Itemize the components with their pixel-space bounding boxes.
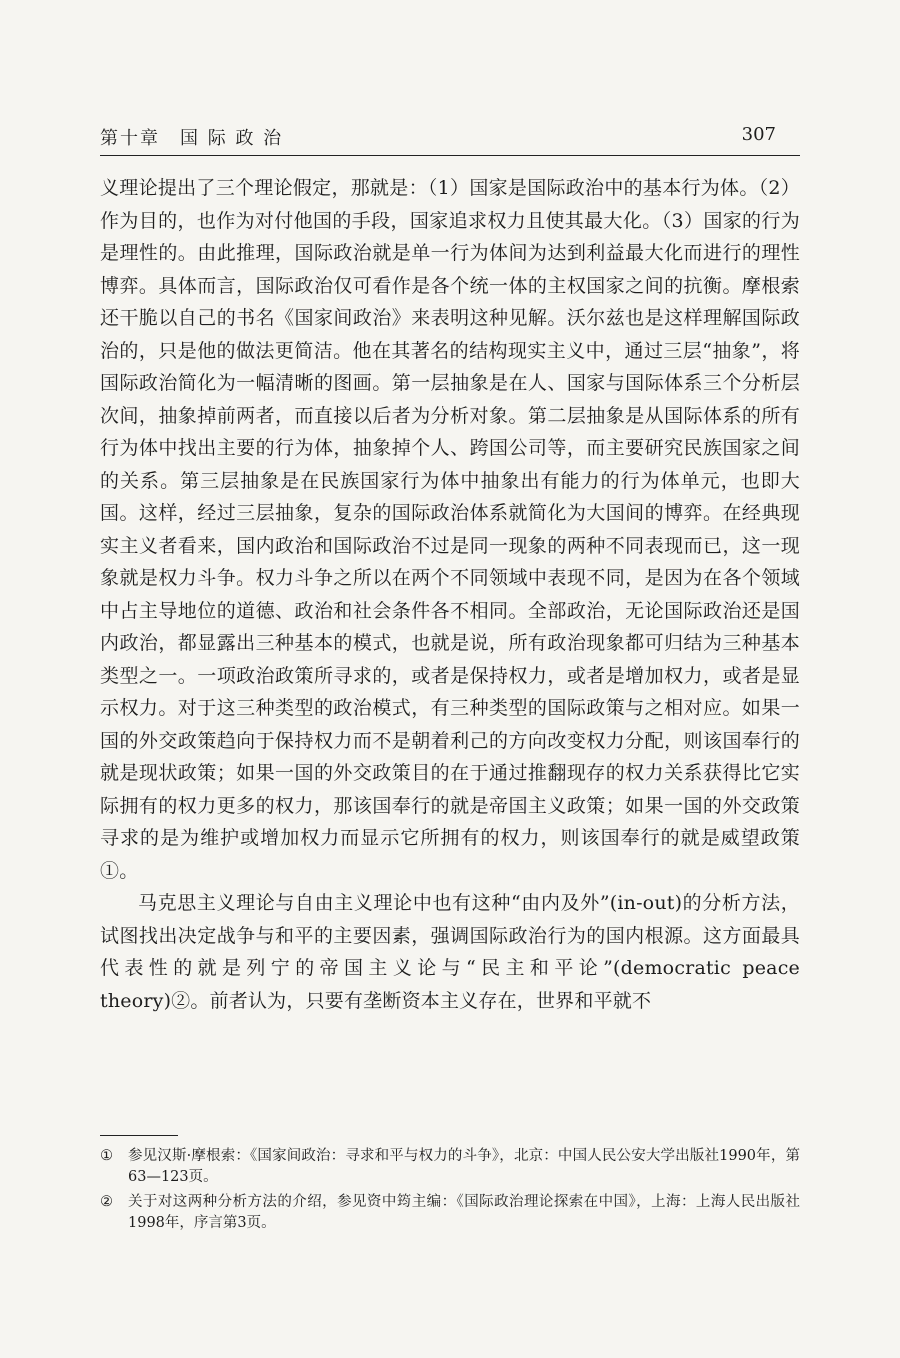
footnote bbox=[100, 1192, 800, 1234]
header-rule bbox=[100, 155, 800, 156]
body-text bbox=[100, 172, 800, 1017]
paragraph-continued: 义理论提出了三个理论假定，那就是：（1）国家是国际政治中的基本行为体。（2）作为目的，也作为对付他国的手段，国家追求权力且使其最大化。（3）国家的行为是理性的。由此推理，国际政治就是单一行为体间为达到利益最大化而进行的理性博弈。具体而言，国际政治仅可看作是各个统一体的主权国家之间的抗衡。摩根索还干脆以自己的书名《国家间政治》来表明这种见解。沃尔兹也是这样理解国际政治的，只是他的做法更简洁。他在其著名的结构现实主义中，通过三层“抽象”，将国际政治简化为一幅清晰的图画。第一层抽象是在人、国家与国际体系三个分析层次间，抽象掉前两者，而直接以后者为分析对象。第二层抽象是从国际体系的所有行为体中找出主要的行为体，抽象掉个人、跨国公司等，而主要研究民族国家之间的关系。第三层抽象是在民族国家行为体中抽象出有能力的行为体单元，也即大国。这样，经过三层抽象，复杂的国际政治体系就简化为大国间的博弈。在经典现实主义者看来，国内政治和国际政治不过是同一现象的两种不同表现而已，这一现象就是权力斗争。权力斗争之所以在两个不同领域中表现不同，是因为在各个领域中占主导地位的道德、政治和社会条件各不相同。全部政治，无论国际政治还是国内政治，都显露出三种基本的模式，也就是说，所有政治现象都可归结为三种基本类型之一。一项政治政策所寻求的，或者是保持权力，或者是增加权力，或者是显示权力。对于这三种类型的政治模式，有三种类型的国际政策与之相对应。如果一国的外交政策趋向于保持权力而不是朝着利己的方向改变权力分配，则该国奉行的就是现状政策；如果一国的外交政策目的在于通过推翻现存的权力关系获得比它实际拥有的权力更多的权力，那该国奉行的就是帝国主义政策；如果一国的外交政策寻求的是为维护或增加权力而显示它所拥有的权力，则该国奉行的就是威望政策①。 bbox=[100, 177, 800, 882]
page-number: 307 bbox=[741, 124, 776, 145]
paragraph: 马克思主义理论与自由主义理论中也有这种“由内及外”(in-out)的分析方法，试图找出决定战争与和平的主要因素，强调国际政治行为的国内根源。这方面最具代表性的就是列宁的帝国主义论与“民主和平论”(democratic peace theory)②。前者认为，只要有垄断资本主义存在，世界和平就不 bbox=[100, 892, 800, 1012]
footnote bbox=[100, 1146, 800, 1188]
footnote-mark: ① bbox=[100, 1148, 113, 1164]
footnote-text: 关于对这两种分析方法的介绍，参见资中筠主编：《国际政治理论探索在中国》，上海：上海人民出版社1998年，序言第3页。 bbox=[128, 1194, 800, 1231]
running-head bbox=[100, 120, 800, 156]
footnote-mark: ② bbox=[100, 1194, 113, 1210]
footnotes bbox=[100, 1146, 800, 1238]
footnote-text: 参见汉斯·摩根索：《国家间政治：寻求和平与权力的斗争》，北京：中国人民公安大学出版社1990年，第63—123页。 bbox=[128, 1148, 800, 1185]
chapter-title: 第十章 国 际 政 治 bbox=[100, 128, 284, 149]
footnote-rule bbox=[100, 1135, 178, 1136]
